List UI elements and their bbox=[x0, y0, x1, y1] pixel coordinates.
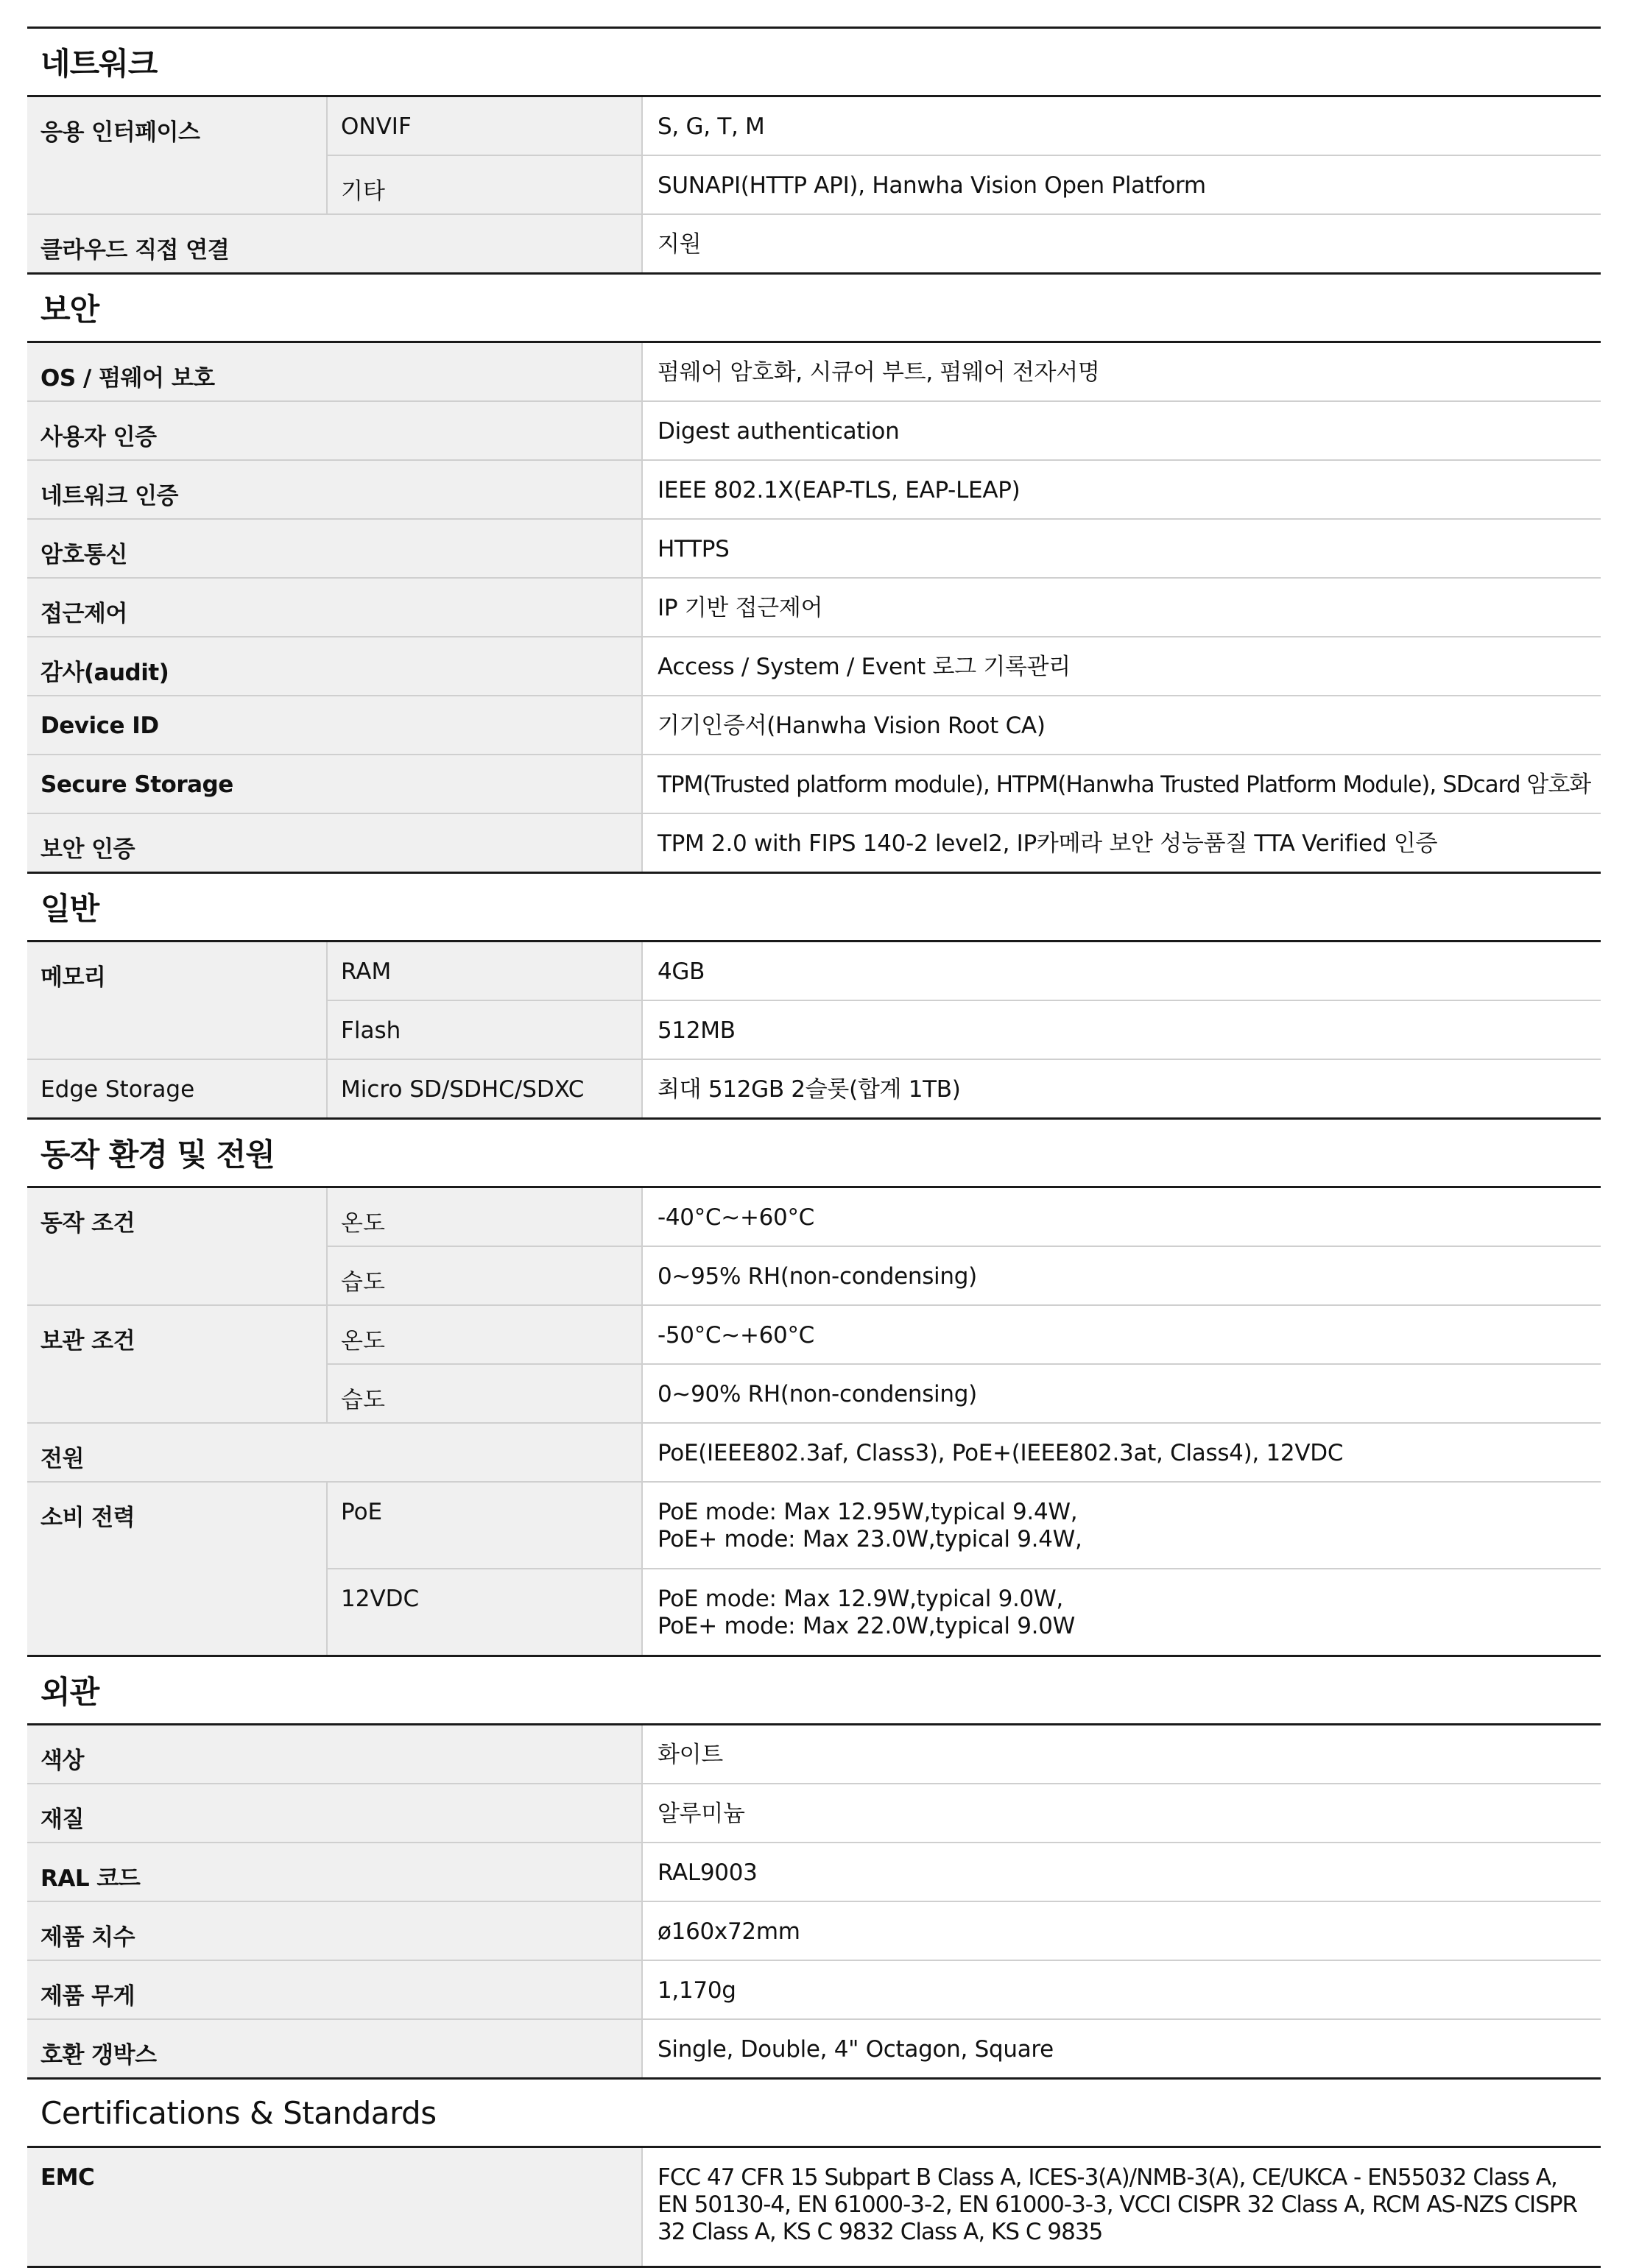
row-label: 사용자 인증 bbox=[27, 401, 642, 460]
table-row bbox=[27, 460, 1601, 519]
value-text: TPM(Trusted platform module), HTPM(Hanwha Trusted Platform Module), SDcard 암호화 bbox=[658, 771, 1591, 798]
row-value: Access / System / Event 로그 기록관리 bbox=[642, 637, 1601, 696]
row-label: 제품 무게 bbox=[27, 1960, 642, 2019]
row-value: 0~95% RH(non-condensing) bbox=[642, 1246, 1601, 1305]
section-title: 외관 bbox=[27, 1656, 1601, 1725]
row-label: Edge Storage bbox=[27, 1059, 327, 1119]
section-security bbox=[27, 274, 1601, 342]
row-sublabel: ONVIF bbox=[327, 96, 642, 156]
row-value bbox=[642, 755, 1601, 813]
section-certifications bbox=[27, 2079, 1601, 2147]
table-row bbox=[27, 637, 1601, 696]
row-value: 화이트 bbox=[642, 1725, 1601, 1784]
row-value: 4GB bbox=[642, 942, 1601, 1001]
row-value bbox=[642, 1482, 1601, 1569]
section-general bbox=[27, 873, 1601, 942]
value-line: 32 Class A, KS C 9832 Class A, KS C 9835 bbox=[658, 2219, 1103, 2245]
table-row bbox=[27, 519, 1601, 578]
row-value: 1,170g bbox=[642, 1960, 1601, 2019]
section-environment bbox=[27, 1119, 1601, 1187]
row-sublabel: 12VDC bbox=[327, 1569, 642, 1656]
section-title: Certifications & Standards bbox=[27, 2079, 1601, 2147]
row-value: ø160x72mm bbox=[642, 1901, 1601, 1960]
row-value bbox=[642, 2147, 1601, 2267]
row-value: 최대 512GB 2슬롯(합계 1TB) bbox=[642, 1059, 1601, 1119]
row-value: Digest authentication bbox=[642, 401, 1601, 460]
table-row bbox=[27, 214, 1601, 274]
row-label: OS / 펌웨어 보호 bbox=[27, 342, 642, 402]
row-value: 펌웨어 암호화, 시큐어 부트, 펌웨어 전자서명 bbox=[642, 342, 1601, 402]
section-title: 네트워크 bbox=[27, 28, 1601, 96]
value-line: PoE mode: Max 12.95W,typical 9.4W, bbox=[658, 1499, 1078, 1525]
row-label: 보안 인증 bbox=[27, 813, 642, 873]
table-row bbox=[27, 1305, 1601, 1364]
table-row bbox=[27, 1187, 1601, 1247]
row-label: 네트워크 인증 bbox=[27, 460, 642, 519]
value-line: PoE+ mode: Max 22.0W,typical 9.0W bbox=[658, 1613, 1076, 1639]
row-value: Single, Double, 4" Octagon, Square bbox=[642, 2019, 1601, 2079]
row-label: 소비 전력 bbox=[27, 1482, 327, 1656]
table-row bbox=[27, 342, 1601, 402]
row-value: 알루미늄 bbox=[642, 1784, 1601, 1843]
row-sublabel: 온도 bbox=[327, 1187, 642, 1247]
row-value: 512MB bbox=[642, 1000, 1601, 1059]
row-sublabel: Flash bbox=[327, 1000, 642, 1059]
row-label: 응용 인터페이스 bbox=[27, 96, 327, 215]
table-row bbox=[27, 1482, 1601, 1569]
row-label: 호환 갱박스 bbox=[27, 2019, 642, 2079]
row-label: 메모리 bbox=[27, 942, 327, 1060]
row-label: 제품 치수 bbox=[27, 1901, 642, 1960]
table-row bbox=[27, 1725, 1601, 1784]
spec-table bbox=[27, 27, 1601, 2268]
row-value: S, G, T, M bbox=[642, 96, 1601, 156]
table-row bbox=[27, 1901, 1601, 1960]
table-row bbox=[27, 401, 1601, 460]
row-value: PoE(IEEE802.3af, Class3), PoE+(IEEE802.3at, Class4), 12VDC bbox=[642, 1423, 1601, 1482]
row-label: Secure Storage bbox=[27, 755, 642, 813]
row-sublabel: 온도 bbox=[327, 1305, 642, 1364]
row-label: 접근제어 bbox=[27, 578, 642, 637]
table-row bbox=[27, 1784, 1601, 1843]
row-label: EMC bbox=[27, 2147, 642, 2267]
row-label: 색상 bbox=[27, 1725, 642, 1784]
table-row bbox=[27, 578, 1601, 637]
row-value: 기기인증서(Hanwha Vision Root CA) bbox=[642, 696, 1601, 755]
table-row bbox=[27, 1960, 1601, 2019]
value-line: PoE mode: Max 12.9W,typical 9.0W, bbox=[658, 1586, 1063, 1612]
table-row bbox=[27, 2147, 1601, 2267]
row-value: HTTPS bbox=[642, 519, 1601, 578]
row-label: Device ID bbox=[27, 696, 642, 755]
value-line: EN 50130-4, EN 61000-3-2, EN 61000-3-3, VCCI CISPR 32 Class A, RCM AS-NZS CISPR bbox=[658, 2191, 1578, 2218]
row-value: TPM 2.0 with FIPS 140-2 level2, IP카메라 보안 성능품질 TTA Verified 인증 bbox=[642, 813, 1601, 873]
table-row bbox=[27, 942, 1601, 1001]
row-sublabel: 습도 bbox=[327, 1364, 642, 1423]
spec-sheet bbox=[27, 27, 1601, 2268]
row-value: RAL9003 bbox=[642, 1843, 1601, 1901]
table-row bbox=[27, 1059, 1601, 1119]
table-row bbox=[27, 1843, 1601, 1901]
section-title: 보안 bbox=[27, 274, 1601, 342]
row-sublabel: PoE bbox=[327, 1482, 642, 1569]
section-title: 동작 환경 및 전원 bbox=[27, 1119, 1601, 1187]
value-line: FCC 47 CFR 15 Subpart B Class A, ICES-3(A)/NMB-3(A), CE/UKCA - EN55032 Class A, bbox=[658, 2164, 1557, 2191]
section-title: 일반 bbox=[27, 873, 1601, 942]
row-label: 전원 bbox=[27, 1423, 642, 1482]
section-appearance bbox=[27, 1656, 1601, 1725]
row-value: -40°C~+60°C bbox=[642, 1187, 1601, 1247]
row-value: SUNAPI(HTTP API), Hanwha Vision Open Platform bbox=[642, 155, 1601, 214]
row-label: 재질 bbox=[27, 1784, 642, 1843]
table-row bbox=[27, 755, 1601, 813]
row-label: RAL 코드 bbox=[27, 1843, 642, 1901]
table-row bbox=[27, 2019, 1601, 2079]
row-sublabel: RAM bbox=[327, 942, 642, 1001]
row-value: IP 기반 접근제어 bbox=[642, 578, 1601, 637]
table-row bbox=[27, 813, 1601, 873]
row-sublabel: 습도 bbox=[327, 1246, 642, 1305]
row-value: IEEE 802.1X(EAP-TLS, EAP-LEAP) bbox=[642, 460, 1601, 519]
row-label: 동작 조건 bbox=[27, 1187, 327, 1306]
value-line: PoE+ mode: Max 23.0W,typical 9.4W, bbox=[658, 1526, 1082, 1552]
row-sublabel: Micro SD/SDHC/SDXC bbox=[327, 1059, 642, 1119]
row-value: 지원 bbox=[642, 214, 1601, 274]
row-label: 감사(audit) bbox=[27, 637, 642, 696]
row-sublabel: 기타 bbox=[327, 155, 642, 214]
row-value: 0~90% RH(non-condensing) bbox=[642, 1364, 1601, 1423]
row-value: -50°C~+60°C bbox=[642, 1305, 1601, 1364]
row-label: 보관 조건 bbox=[27, 1305, 327, 1423]
table-row bbox=[27, 1423, 1601, 1482]
row-label: 클라우드 직접 연결 bbox=[27, 214, 642, 274]
section-network bbox=[27, 28, 1601, 96]
table-row bbox=[27, 96, 1601, 156]
table-row bbox=[27, 696, 1601, 755]
row-value bbox=[642, 1569, 1601, 1656]
row-label: 암호통신 bbox=[27, 519, 642, 578]
